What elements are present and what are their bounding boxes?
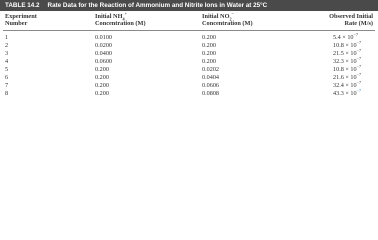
cell-nh4: 0.200: [95, 82, 109, 89]
cell-number: 8: [5, 90, 9, 97]
rate-exponent: −7: [356, 55, 362, 61]
cell-rate: [333, 71, 373, 81]
rate-mantissa: 43.3 × 10: [333, 90, 357, 97]
cell-no2: 0.200: [202, 34, 216, 41]
cell-no2: 0.0404: [202, 74, 220, 81]
cell-number: 6: [5, 74, 9, 81]
header-rate-line2: Rate (M/s): [344, 20, 373, 27]
rate-mantissa: 5.4 × 10: [333, 34, 354, 41]
cell-rate: [333, 87, 373, 97]
rate-exponent: −7: [353, 31, 358, 37]
cell-number: 1: [5, 34, 9, 41]
rate-mantissa: 32.3 × 10: [333, 58, 357, 65]
header-rate: [329, 13, 373, 27]
rate-exponent: −7: [356, 47, 362, 53]
rate-mantissa: 10.8 × 10: [333, 42, 357, 49]
rate-exponent: −7: [356, 71, 362, 77]
rate-mantissa: 10.8 × 10: [333, 66, 357, 73]
header-no2-superscript: −: [231, 10, 234, 16]
cell-number: 3: [5, 50, 9, 57]
cell-nh4: 0.0100: [95, 34, 113, 41]
cell-nh4: 0.200: [95, 90, 109, 97]
header-experiment-line2: Number: [5, 20, 28, 27]
header-no2-text: Initial NO: [202, 13, 230, 20]
cell-rate: [333, 47, 373, 57]
header-nh4-text: Initial NH: [95, 13, 123, 20]
cell-number: 5: [5, 66, 9, 73]
cell-rate: [333, 63, 373, 73]
header-nh4-line1: [95, 10, 146, 22]
rate-exponent: −7: [356, 63, 362, 69]
header-no2-line1: [202, 10, 253, 22]
header-no2-line2: Concentration (M): [202, 20, 253, 27]
header-nh4-subscript: 4: [122, 16, 125, 22]
cell-nh4: 0.0400: [95, 50, 113, 57]
cell-no2: 0.0808: [202, 90, 220, 97]
rate-mantissa: 21.6 × 10: [333, 74, 357, 81]
header-no2-subscript: 2: [229, 16, 232, 22]
table-title-bar: [0, 0, 378, 11]
header-experiment-line1: Experiment: [5, 13, 37, 20]
cell-nh4: 0.0200: [95, 42, 113, 49]
rate-exponent: −7: [356, 79, 362, 85]
header-nh4-superscript: +: [124, 10, 127, 16]
cell-nh4: 0.200: [95, 66, 109, 73]
rate-exponent: −7: [356, 39, 362, 45]
cell-number: 2: [5, 42, 9, 49]
header-no2: [202, 10, 253, 27]
rate-mantissa: 32.4 × 10: [333, 82, 357, 89]
cell-number: 4: [5, 58, 9, 65]
cell-no2: 0.200: [202, 42, 216, 49]
header-experiment: [5, 13, 37, 27]
cell-no2: 0.0606: [202, 82, 220, 89]
cell-rate: [333, 55, 373, 65]
rate-mantissa: 21.5 × 10: [333, 50, 357, 57]
cell-rate: [333, 31, 373, 41]
header-divider: [3, 30, 375, 31]
cell-rate: [333, 79, 373, 89]
cell-no2: 0.200: [202, 50, 216, 57]
cell-no2: 0.0202: [202, 66, 220, 73]
cell-no2: 0.200: [202, 58, 216, 65]
rate-exponent: −7: [356, 87, 362, 93]
cell-nh4: 0.200: [95, 74, 109, 81]
table-number: TABLE 14.2: [5, 2, 40, 9]
header-rate-line1: Observed Initial: [329, 13, 373, 20]
cell-number: 7: [5, 82, 9, 89]
cell-rate: [333, 39, 373, 49]
cell-nh4: 0.0600: [95, 58, 113, 65]
header-nh4-line2: Concentration (M): [95, 20, 146, 27]
header-nh4: [95, 10, 146, 27]
table-title: Rate Data for the Reaction of Ammonium and Nitrite Ions in Water at 25°C: [47, 2, 268, 9]
